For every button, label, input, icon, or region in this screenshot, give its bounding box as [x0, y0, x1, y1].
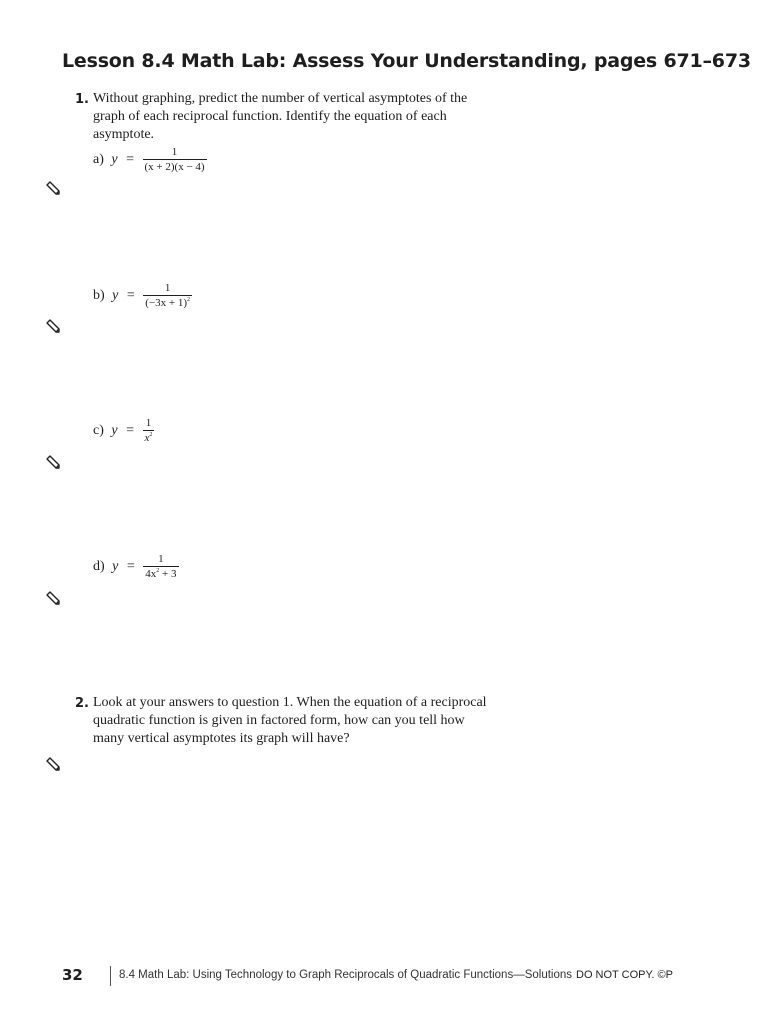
- question-1-part-d: [93, 553, 179, 581]
- question-1-part-b: [93, 282, 192, 310]
- part-c-variable: y: [111, 423, 118, 438]
- part-b-equals: =: [126, 288, 135, 303]
- pencil-icon: [45, 180, 61, 196]
- part-c-denominator: x: [144, 432, 150, 444]
- question-1-number: 1.: [75, 92, 89, 107]
- part-d-exponent: 2: [156, 568, 160, 574]
- part-d-denominator-a: 4x: [145, 568, 157, 580]
- part-b-variable: y: [112, 288, 119, 303]
- part-a-label: a): [93, 152, 104, 167]
- part-c-denominator-wrap: [143, 430, 155, 445]
- part-c-exponent: 2: [149, 432, 153, 438]
- part-c-label: c): [93, 423, 104, 438]
- part-b-denominator: (−3x + 1): [145, 297, 188, 309]
- part-b-fraction: [143, 282, 192, 310]
- part-d-variable: y: [112, 559, 119, 574]
- pencil-icon: [45, 756, 61, 772]
- part-d-numerator: 1: [158, 553, 164, 565]
- question-1-text: Without graphing, predict the number of vertical asymptotes of the graph of each reciprocal function. Identify the equation of each asymptote.: [93, 91, 468, 142]
- question-1-part-c: [93, 417, 154, 445]
- part-a-denominator: (x + 2)(x − 4): [144, 161, 205, 173]
- question-1-part-a: [93, 146, 207, 174]
- pencil-icon: [45, 590, 61, 606]
- page-title: Lesson 8.4 Math Lab: Assess Your Understanding, pages 671–673: [62, 50, 751, 72]
- part-b-label: b): [93, 288, 105, 303]
- part-d-denominator-wrap: [143, 566, 178, 581]
- question-2-number: 2.: [75, 696, 89, 711]
- part-a-numerator: 1: [171, 146, 178, 158]
- part-d-label: d): [93, 559, 105, 574]
- part-b-denominator-wrap: [143, 295, 192, 310]
- pencil-icon: [45, 454, 61, 470]
- part-a-variable: y: [111, 152, 118, 167]
- footer-title: 8.4 Math Lab: Using Technology to Graph Reciprocals of Quadratic Functions—Solutions: [119, 969, 573, 981]
- part-b-numerator: 1: [164, 282, 171, 294]
- page-number: 32: [62, 966, 83, 984]
- question-2-text: Look at your answers to question 1. When the equation of a reciprocal quadratic function is given in factored form, how can you tell how many vertical asymptotes its graph will have?: [93, 695, 487, 746]
- part-d-fraction: [143, 553, 178, 581]
- footer-divider: [110, 966, 111, 986]
- footer-copyright: DO NOT COPY. ©P: [576, 969, 673, 981]
- part-d-denominator-b: + 3: [159, 568, 177, 580]
- part-b-exponent: 2: [187, 297, 191, 303]
- part-a-fraction: [143, 146, 207, 174]
- part-c-fraction: [143, 417, 155, 445]
- part-c-numerator: 1: [145, 417, 152, 429]
- part-a-equals: =: [126, 152, 135, 167]
- pencil-icon: [45, 318, 61, 334]
- part-c-equals: =: [126, 423, 135, 438]
- part-d-equals: =: [126, 559, 135, 574]
